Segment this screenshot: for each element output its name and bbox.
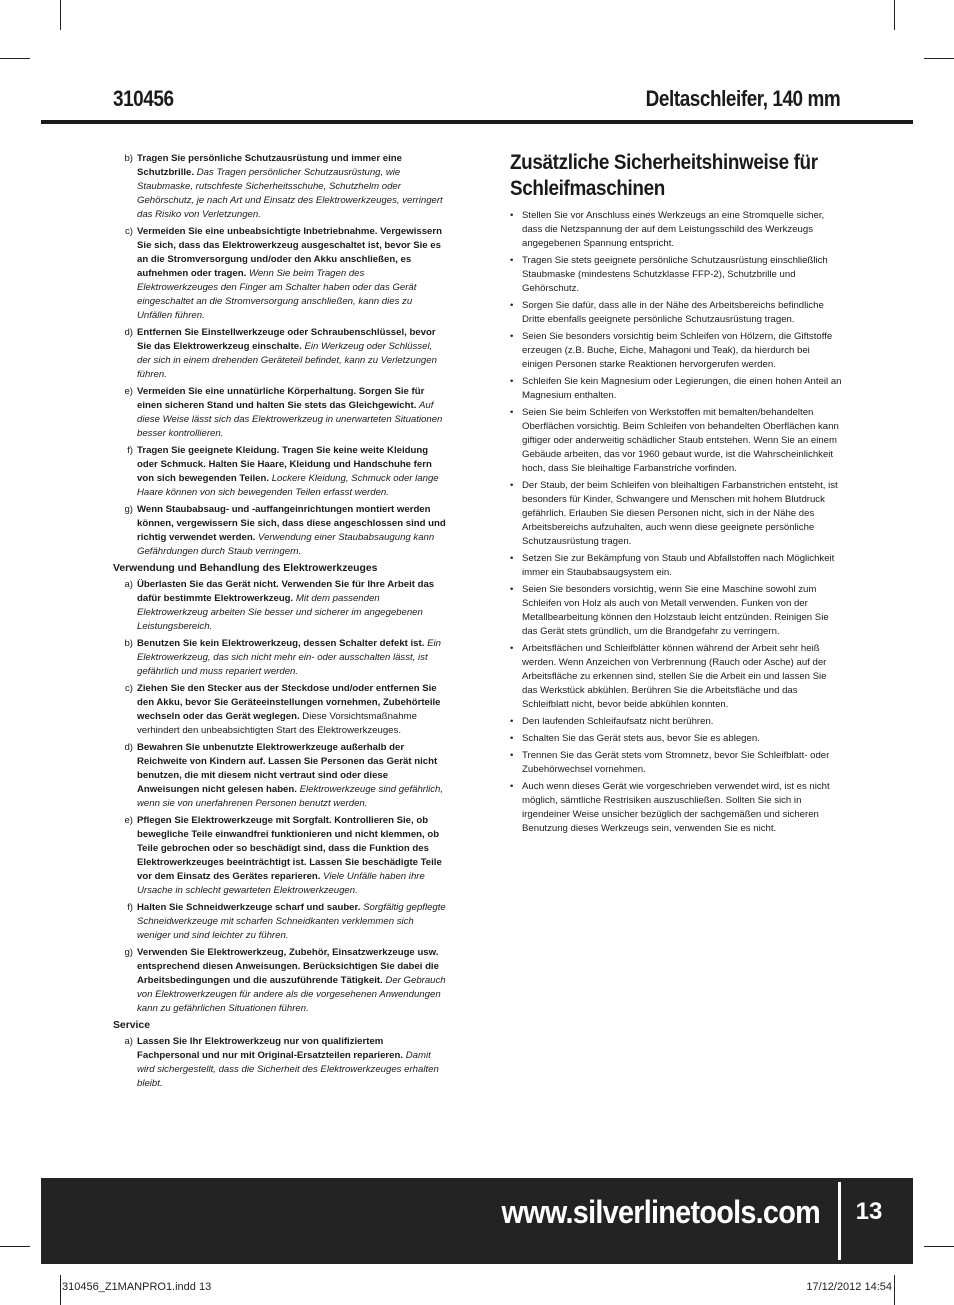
product-number: 310456 bbox=[113, 86, 174, 111]
item-label: a) bbox=[124, 1036, 133, 1047]
item-bold-text: Entfernen Sie Einstellwerkzeuge oder Schraubenschlüssel, bevor Sie das Elektrowerkzeug einschalte. bbox=[137, 327, 436, 352]
item-bold-text: Verwenden Sie Elektrowerkzeug, Zubehör, Einsatzwerkzeuge usw. entsprechend diesen Anweisungen. Berücksichtigen Sie dabei die Arbeitsbedingungen und die auszuführende Tätigkeit. bbox=[137, 947, 439, 986]
crop-mark bbox=[60, 0, 61, 30]
bullet-text: Trennen Sie das Gerät stets vom Stromnetz, bevor Sie Schleifblatt- oder Zubehörwechsel vornehmen. bbox=[522, 750, 830, 775]
bullet-text: Sorgen Sie dafür, dass alle in der Nähe des Arbeitsbereichs befindliche Dritte ebenfalls geeignete persönliche Schutzausrüstung tragen. bbox=[522, 300, 824, 325]
bullet-dot: • bbox=[510, 407, 514, 418]
bullet-dot: • bbox=[510, 733, 514, 744]
item-bold-text: Wenn Staubabsaug- und -auffangeinrichtungen montiert werden können, vergewissern Sie sich, dass diese angeschlossen sind und richtig verwendet werden. bbox=[137, 504, 446, 543]
bullet-dot: • bbox=[510, 255, 514, 266]
bullet-text: Den laufenden Schleifaufsatz nicht berühren. bbox=[522, 716, 714, 727]
list-item bbox=[113, 503, 448, 559]
list-item bbox=[113, 385, 448, 441]
list-item bbox=[113, 814, 448, 898]
crop-mark bbox=[0, 1246, 30, 1247]
item-label: d) bbox=[124, 327, 133, 338]
bullet-item bbox=[510, 642, 842, 712]
general-safety-list bbox=[113, 152, 448, 559]
item-text bbox=[137, 814, 448, 898]
list-item bbox=[113, 1035, 448, 1091]
item-bold-text: Lassen Sie Ihr Elektrowerkzeug nur von qualifiziertem Fachpersonal und nur mit Original-Ersatzteilen reparieren. bbox=[137, 1036, 404, 1061]
item-bold-text: Tragen Sie geeignete Kleidung. Tragen Sie keine weite Kleidung oder Schmuck. Halten Sie Haare, Kleidung und Handschuhe fern von sich bewegenden Teilen. bbox=[137, 445, 432, 484]
item-text bbox=[137, 326, 448, 382]
item-italic-text: Damit wird sichergestellt, dass die Sicherheit des Elektrowerkzeuges erhalten bleibt. bbox=[137, 1050, 439, 1089]
item-bold-text: Halten Sie Schneidwerkzeuge scharf und sauber. bbox=[137, 902, 361, 913]
item-label: c) bbox=[125, 683, 133, 694]
bullet-text: Seien Sie beim Schleifen von Werkstoffen mit bemalten/behandelten Oberflächen vorsichtig. Beim Schleifen von behandelten Oberflächen kann giftiger oder anderweitig schädlicher Staub entstehen. Wenn Sie an einem Gebäude arbeiten, das vor 1960 gebaut wurde, ist die Wahrscheinlichkeit hoch, dass Sie bleihaltige Farbanstriche vorfinden. bbox=[522, 407, 839, 474]
item-italic-text: Verwendung einer Staubabsaugung kann Gefährdungen durch Staub verringern. bbox=[137, 532, 435, 557]
item-text bbox=[137, 225, 448, 323]
item-bold-text: Pflegen Sie Elektrowerkzeuge mit Sorgfalt. Kontrollieren Sie, ob bewegliche Teile einwandfrei funktionieren und nicht klemmen, ob Teile gebrochen oder so beschädigt sind, dass die Funktion des Elektrowerkzeuges beeinträchtigt ist. Lassen Sie beschädigte Teile vor dem Einsatz des Gerätes reparieren. bbox=[137, 815, 442, 882]
item-label: b) bbox=[124, 638, 133, 649]
item-italic-text: Mit dem passenden Elektrowerkzeug arbeiten Sie besser und sicherer im angegebenen Leistungsbereich. bbox=[137, 593, 423, 632]
service-list bbox=[113, 1035, 448, 1091]
item-italic-text: Der Gebrauch von Elektrowerkzeugen für andere als die vorgesehenen Anwendungen kann zu gefährlichen Situationen führen. bbox=[137, 975, 446, 1014]
bullet-text: Setzen Sie zur Bekämpfung von Staub und Abfallstoffen nach Möglichkeit immer ein Staubabsaugsystem ein. bbox=[522, 553, 835, 578]
item-label: f) bbox=[127, 445, 133, 456]
crop-mark bbox=[894, 0, 895, 30]
item-bold-text: Bewahren Sie unbenutzte Elektrowerkzeuge außerhalb der Reichweite von Kindern auf. Lassen Sie Personen das Gerät nicht benutzen, die mit diesem nicht vertraut sind oder diese Anweisungen nicht gelesen haben. bbox=[137, 742, 438, 795]
bullet-text: Schleifen Sie kein Magnesium oder Legierungen, die einen hohen Anteil an Magnesium enthalten. bbox=[522, 376, 842, 401]
page-number: 13 bbox=[855, 1198, 883, 1225]
bullet-item bbox=[510, 583, 842, 639]
list-item bbox=[113, 444, 448, 500]
list-item bbox=[113, 741, 448, 811]
item-italic-text: Das Tragen persönlicher Schutzausrüstung, wie Staubmaske, rutschfeste Sicherheitsschuhe, Schutzhelm oder Gehörschutz, je nach Art und Einsatz des Elektrowerkzeuges, verringert das Risiko von Verletzungen. bbox=[137, 167, 443, 220]
item-text bbox=[137, 503, 448, 559]
bullet-list bbox=[510, 209, 842, 836]
bullet-item bbox=[510, 552, 842, 580]
item-label: a) bbox=[124, 579, 133, 590]
bullet-dot: • bbox=[510, 376, 514, 387]
bullet-item bbox=[510, 254, 842, 296]
header-rule bbox=[41, 120, 913, 124]
bullet-dot: • bbox=[510, 584, 514, 595]
item-label: g) bbox=[124, 947, 133, 958]
bullet-dot: • bbox=[510, 781, 514, 792]
list-item bbox=[113, 578, 448, 634]
item-text bbox=[137, 741, 448, 811]
item-italic-text: Wenn Sie beim Tragen des Elektrowerkzeuges den Finger am Schalter haben oder das Gerät eingeschaltet an die Stromversorgung anschließen, kann dies zu Unfällen führen. bbox=[137, 268, 417, 321]
crop-mark bbox=[0, 58, 30, 59]
bullet-text: Seien Sie besonders vorsichtig beim Schleifen von Hölzern, die Giftstoffe erzeugen (z.B. Buche, Eiche, Mahagoni und Teak), da hierdurch bei einigen Personen starke Reaktionen hervorgerufen werden. bbox=[522, 331, 833, 370]
bullet-text: Arbeitsflächen und Schleifblätter können während der Arbeit sehr heiß werden. Wenn Anzeichen von Verbrennung (Rauch oder Asche) auf der Arbeitsfläche zu erkennen sind, stellen Sie die Arbeit ein und lassen Sie das Werkstück abkühlen. Berühren Sie die Arbeitsfläche und das Schleifblatt nicht, bevor beide abkühlen konnten. bbox=[522, 643, 827, 710]
item-label: c) bbox=[125, 226, 133, 237]
item-text bbox=[137, 152, 448, 222]
item-text bbox=[137, 385, 448, 441]
item-italic-text: Viele Unfälle haben ihre Ursache in schlecht gewarteten Elektrowerkzeugen. bbox=[137, 871, 425, 896]
bullet-dot: • bbox=[510, 300, 514, 311]
bullet-dot: • bbox=[510, 643, 514, 654]
list-item bbox=[113, 946, 448, 1016]
crop-mark bbox=[894, 1275, 895, 1305]
bullet-item bbox=[510, 715, 842, 729]
item-label: e) bbox=[124, 386, 133, 397]
item-italic-text: Lockere Kleidung, Schmuck oder lange Haare können von sich bewegenden Teilen erfasst werden. bbox=[137, 473, 439, 498]
bullet-dot: • bbox=[510, 480, 514, 491]
print-slug-date: 17/12/2012 14:54 bbox=[806, 1281, 892, 1293]
item-text bbox=[137, 946, 448, 1016]
item-italic-text: Ein Werkzeug oder Schlüssel, der sich in einem drehenden Geräteteil befindet, kann zu Verletzungen führen. bbox=[137, 341, 437, 380]
item-bold-text: Vermeiden Sie eine unbeabsichtigte Inbetriebnahme. Vergewissern Sie sich, dass das Elektrowerkzeug ausgeschaltet ist, bevor Sie es an die Stromversorgung und/oder den Akku anschließen, es aufnehmen oder tragen. bbox=[137, 226, 442, 279]
website-url[interactable]: www.silverlinetools.com bbox=[501, 1194, 820, 1230]
bullet-dot: • bbox=[510, 553, 514, 564]
item-label: d) bbox=[124, 742, 133, 753]
item-text bbox=[137, 901, 448, 943]
bullet-dot: • bbox=[510, 750, 514, 761]
item-text bbox=[137, 637, 448, 679]
list-item bbox=[113, 326, 448, 382]
bullet-text: Tragen Sie stets geeignete persönliche Schutzausrüstung einschließlich Staubmaske (mindestens Schutzklasse FFP-2), Schutzbrille und Gehörschutz. bbox=[522, 255, 828, 294]
bullet-text: Seien Sie besonders vorsichtig, wenn Sie eine Maschine sowohl zum Schleifen von Holz als auch von Metall verwenden. Funken von der Metallbearbeitung können den Holzstaub leicht entzünden. Reinigen Sie das Gerät stets gründlich, um die Brandgefahr zu verringern. bbox=[522, 584, 829, 637]
usage-heading: Verwendung und Behandlung des Elektrowerkzeuges bbox=[113, 563, 378, 574]
left-column bbox=[113, 152, 448, 1094]
item-label: b) bbox=[124, 153, 133, 164]
item-bold-text: Überlasten Sie das Gerät nicht. Verwenden Sie für Ihre Arbeit das dafür bestimmte Elektrowerkzeug. bbox=[137, 579, 435, 604]
bullet-text: Stellen Sie vor Anschluss eines Werkzeugs an eine Stromquelle sicher, dass die Netzspannung der auf dem Leistungsschild des Werkzeugs angegebenen Spannung entspricht. bbox=[522, 210, 825, 249]
item-italic-text: Ein Elektrowerkzeug, das sich nicht mehr ein- oder ausschalten lässt, ist gefährlich und muss repariert werden. bbox=[137, 638, 441, 677]
list-item bbox=[113, 152, 448, 222]
bullet-item bbox=[510, 406, 842, 476]
list-item bbox=[113, 901, 448, 943]
list-item bbox=[113, 225, 448, 323]
bullet-item bbox=[510, 209, 842, 251]
item-text bbox=[137, 1035, 448, 1091]
bullet-item bbox=[510, 780, 842, 836]
bullet-text: Schalten Sie das Gerät stets aus, bevor Sie es ablegen. bbox=[522, 733, 760, 744]
bullet-dot: • bbox=[510, 331, 514, 342]
item-bold-text: Ziehen Sie den Stecker aus der Steckdose und/oder entfernen Sie den Akku, bevor Sie Geräteeinstellungen vornehmen, Zubehörteile wechseln oder das Gerät weglegen. bbox=[137, 683, 441, 722]
item-bold-text: Benutzen Sie kein Elektrowerkzeug, dessen Schalter defekt ist. bbox=[137, 638, 425, 649]
item-normal-text: Diese Vorsichtsmaßnahme verhindert den unbeabsichtigten Start des Elektrowerkzeuges. bbox=[137, 711, 417, 736]
item-text bbox=[137, 578, 448, 634]
bullet-item bbox=[510, 375, 842, 403]
bullet-text: Auch wenn dieses Gerät wie vorgeschrieben verwendet wird, ist es nicht möglich, sämtliche Restrisiken auszuschließen. Sollten Sie sich in irgendeiner Weise unsicher bezüglich der sachgemäßen und sicheren Benutzung dieses Werkzeugs sein, verwenden Sie es nicht. bbox=[522, 781, 830, 834]
bullet-item bbox=[510, 749, 842, 777]
item-italic-text: Auf diese Weise lässt sich das Elektrowerkzeug in unerwarteten Situationen besser kontrollieren. bbox=[137, 400, 443, 439]
item-label: g) bbox=[124, 504, 133, 515]
section-title: Zusätzliche Sicherheitshinweise für Schleifmaschinen bbox=[510, 151, 818, 200]
crop-mark bbox=[60, 1275, 61, 1305]
usage-list bbox=[113, 578, 448, 1016]
bullet-dot: • bbox=[510, 716, 514, 727]
bullet-item bbox=[510, 299, 842, 327]
crop-mark bbox=[924, 58, 954, 59]
crop-mark bbox=[924, 1246, 954, 1247]
bullet-item bbox=[510, 732, 842, 746]
list-item bbox=[113, 637, 448, 679]
bullet-dot: • bbox=[510, 210, 514, 221]
item-bold-text: Vermeiden Sie eine unnatürliche Körperhaltung. Sorgen Sie für einen sicheren Stand und halten Sie stets das Gleichgewicht. bbox=[137, 386, 425, 411]
bullet-item bbox=[510, 479, 842, 549]
item-italic-text: Sorgfältig gepflegte Schneidwerkzeuge mit scharfen Schneidkanten verklemmen sich weniger und sind leichter zu führen. bbox=[137, 902, 446, 941]
item-label: e) bbox=[124, 815, 133, 826]
service-heading: Service bbox=[113, 1020, 150, 1031]
item-label: f) bbox=[127, 902, 133, 913]
item-text bbox=[137, 444, 448, 500]
item-bold-text: Tragen Sie persönliche Schutzausrüstung und immer eine Schutzbrille. bbox=[137, 153, 402, 178]
footer-divider bbox=[838, 1182, 841, 1260]
right-column bbox=[510, 150, 842, 839]
item-text bbox=[137, 682, 448, 738]
list-item bbox=[113, 682, 448, 738]
item-italic-text: Elektrowerkzeuge sind gefährlich, wenn sie von unerfahrenen Personen benutzt werden. bbox=[137, 784, 444, 809]
print-slug-file: 310456_Z1MANPRO1.indd 13 bbox=[62, 1281, 212, 1293]
bullet-text: Der Staub, der beim Schleifen von bleihaltigen Farbanstrichen entsteht, ist besonders für Kinder, Schwangere und Menschen mit hohem Blutdruck gefährlich. Erlauben Sie diesen Personen nicht, sich in der Nähe des Arbeitsbereichs aufzuhalten, auch wenn diese geeignete persönliche Schutzausrüstung tragen. bbox=[522, 480, 838, 547]
page-title: Deltaschleifer, 140 mm bbox=[645, 86, 840, 111]
bullet-item bbox=[510, 330, 842, 372]
